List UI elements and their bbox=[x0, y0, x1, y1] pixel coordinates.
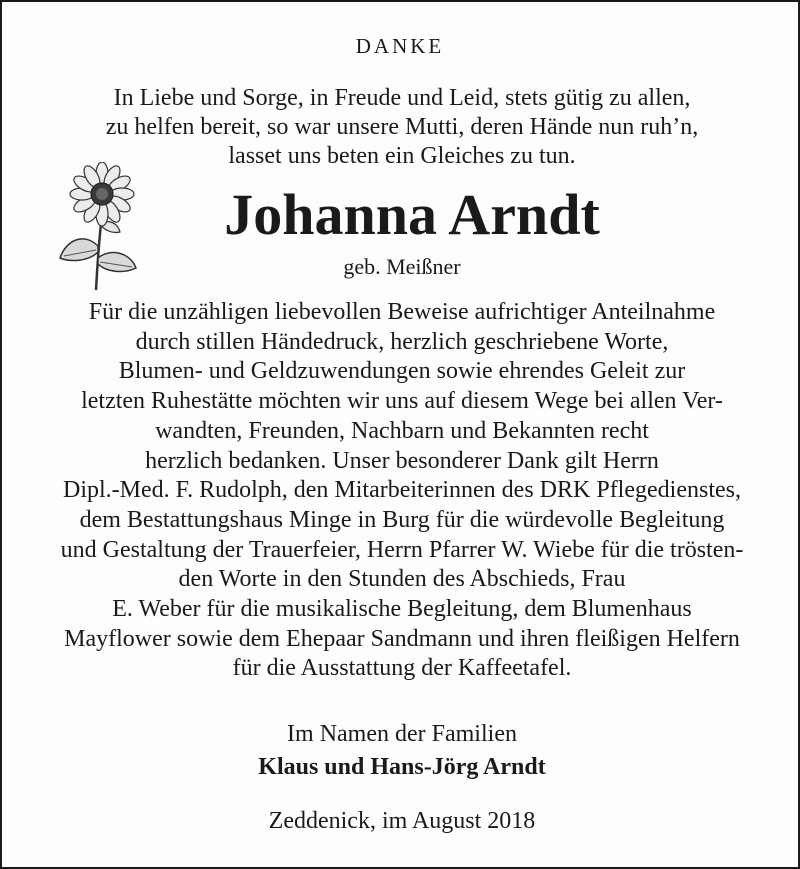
body-line: Blumen- und Geldzuwendungen sowie ehrendes Geleit zur bbox=[118, 358, 686, 385]
signature-names: Klaus und Hans-Jörg Arndt bbox=[258, 754, 546, 780]
memorial-poem bbox=[22, 84, 782, 171]
thank-you-text bbox=[12, 298, 792, 684]
body-line: für die Ausstattung der Kaffeetafel. bbox=[232, 655, 572, 682]
body-line: wandten, Freunden, Nachbarn und Bekannten recht bbox=[155, 417, 649, 444]
body-line: Mayflower sowie dem Ehepaar Sandmann und ihren fleißigen Helfern bbox=[64, 625, 740, 652]
body-line: durch stillen Händedruck, herzlich geschriebene Worte, bbox=[135, 328, 669, 355]
body-line: Für die unzähligen liebevollen Beweise aufrichtiger Anteilnahme bbox=[88, 299, 716, 325]
body-line: und Gestaltung der Trauerfeier, Herrn Pfarrer W. Wiebe für die trösten- bbox=[60, 536, 744, 563]
place-and-date: Zeddenick, im August 2018 bbox=[268, 808, 536, 834]
deceased-name: Johanna Arndt bbox=[224, 182, 600, 247]
signature-intro: Im Namen der Familien bbox=[287, 721, 517, 747]
body-line: E. Weber für die musikalische Begleitung, dem Blumenhaus bbox=[112, 596, 692, 623]
notice-heading: DANKE bbox=[355, 34, 445, 58]
body-line: dem Bestattungshaus Minge in Burg für die würdevolle Begleitung bbox=[79, 506, 725, 533]
body-line: herzlich bedanken. Unser besonderer Dank gilt Herrn bbox=[145, 447, 659, 474]
poem-line: lasset uns beten ein Gleiches zu tun. bbox=[228, 143, 576, 169]
poem-line: zu helfen bereit, so war unsere Mutti, deren Hände nun ruh’n, bbox=[105, 114, 699, 140]
body-line: Dipl.-Med. F. Rudolph, den Mitarbeiterinnen des DRK Pflegedienstes, bbox=[63, 477, 741, 504]
body-line: letzten Ruhestätte möchten wir uns auf diesem Wege bei allen Ver- bbox=[81, 388, 723, 415]
body-line: den Worte in den Stunden des Abschieds, Frau bbox=[178, 566, 626, 593]
maiden-name: geb. Meißner bbox=[343, 254, 461, 279]
poem-line: In Liebe und Sorge, in Freude und Leid, stets gütig zu allen, bbox=[113, 85, 691, 111]
